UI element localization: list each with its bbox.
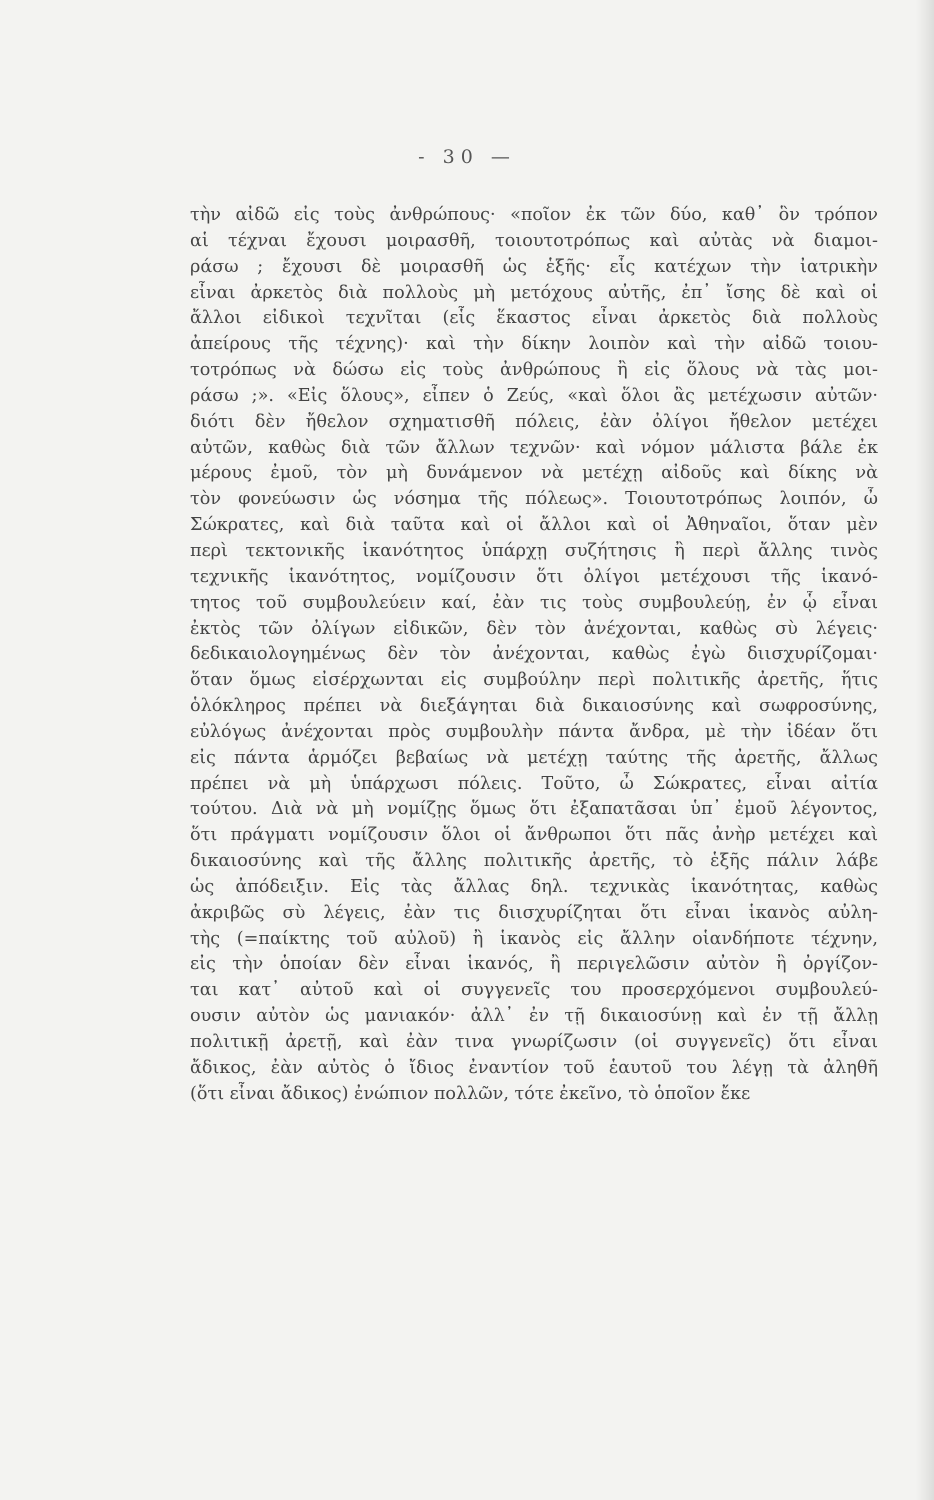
text-line: μέρους ἐμοῦ, τὸν μὴ δυνάμενον νὰ μετέχῃ αἰδοῦς καὶ δίκης νὰ xyxy=(190,463,878,484)
text-line: ἀπείρους τῆς τέχνης)· καὶ τὴν δίκην λοιπὸν καὶ τὴν αἰδῶ τοιου- xyxy=(190,334,878,355)
text-line: ὅτι πράγματι νομίζουσιν ὅλοι οἱ ἄνθρωποι ὅτι πᾶς ἀνὴρ μετέχει καὶ xyxy=(190,825,878,846)
text-line: τὴς (=παίκτης τοῦ αὐλοῦ) ἢ ἱκανὸς εἰς ἄλλην οἱανδήποτε τέχνην, xyxy=(190,928,878,949)
text-line: ὡς ἀπόδειξιν. Εἰς τὰς ἄλλας δηλ. τεχνικὰς ἱκανότητας, καθὼς xyxy=(190,876,878,897)
text-line: τὴν αἰδῶ εἰς τοὺς ἀνθρώπους· «ποῖον ἐκ τῶν δύο, καθ᾽ ὃν τρόπον xyxy=(190,205,878,225)
text-line: πρέπει νὰ μὴ ὑπάρχωσι πόλεις. Τοῦτο, ὦ Σώκρατες, εἶναι αἰτία xyxy=(190,773,878,794)
text-line: εὐλόγως ἀνέχονται πρὸς συμβουλὴν πάντα ἄνδρα, μὲ τὴν ἰδέαν ὅτι xyxy=(190,721,878,742)
text-line: ράσω ;». «Εἰς ὅλους», εἶπεν ὁ Ζεύς, «καὶ ὅλοι ἂς μετέχωσιν αὐτῶν· xyxy=(190,385,878,406)
text-line: περὶ τεκτονικῆς ἱκανότητος ὑπάρχῃ συζήτησις ἢ περὶ ἄλλης τινὸς xyxy=(190,540,878,561)
text-line: αὐτῶν, καθὼς διὰ τῶν ἄλλων τεχνῶν· καὶ νόμον μάλιστα βάλε ἐκ xyxy=(190,437,878,458)
page-number: - 30 — xyxy=(418,146,516,168)
text-line: ὁλόκληρος πρέπει νὰ διεξάγηται διὰ δικαιοσύνης καὶ σωφροσύνης, xyxy=(190,696,878,717)
text-line: δικαιοσύνης καὶ τῆς ἄλλης πολιτικῆς ἀρετῆς, τὸ ἑξῆς πάλιν λάβε xyxy=(190,851,878,872)
text-line: τὸν φονεύωσιν ὡς νόσημα τῆς πόλεως». Τοιουτοτρόπως λοιπόν, ὦ xyxy=(190,489,878,510)
text-line: εἰς πάντα ἁρμόζει βεβαίως νὰ μετέχῃ ταύτης τῆς ἀρετῆς, ἄλλως xyxy=(190,747,878,768)
text-line: εἰς τὴν ὁποίαν δὲν εἶναι ἱκανός, ἢ περιγελῶσιν αὐτὸν ἢ ὀργίζον- xyxy=(190,954,878,975)
text-line: ουσιν αὐτὸν ὡς μανιακόν· ἀλλ᾽ ἐν τῇ δικαιοσύνῃ καὶ ἐν τῇ ἄλλῃ xyxy=(190,1006,878,1027)
text-line: δεδικαιολογημένως δὲν τὸν ἀνέχονται, καθὼς ἐγὼ διισχυρίζομαι· xyxy=(190,644,878,665)
text-line: (ὅτι εἶναι ἄδικος) ἐνώπιον πολλῶν, τότε ἐκεῖνο, τὸ ὁποῖον ἔκε xyxy=(190,1083,751,1104)
page-edge-shadow xyxy=(916,0,934,1500)
text-line: ἐκτὸς τῶν ὀλίγων εἰδικῶν, δὲν τὸν ἀνέχονται, καθὼς σὺ λέγεις· xyxy=(190,618,878,639)
text-line: διότι δὲν ἤθελον σχηματισθῆ πόλεις, ἐὰν ὀλίγοι ἤθελον μετέχει xyxy=(190,411,878,432)
body-text xyxy=(190,203,878,1108)
text-line: ται κατ᾽ αὐτοῦ καὶ οἱ συγγενεῖς του προσερχόμενοι συμβουλεύ- xyxy=(190,980,878,1001)
text-line: τοτρόπως νὰ δώσω εἰς τοὺς ἀνθρώπους ἢ εἰς ὅλους νὰ τὰς μοι- xyxy=(190,360,878,381)
text-line: τητος τοῦ συμβουλεύειν καί, ἐὰν τις τοὺς συμβουλεύῃ, ἐν ᾧ εἶναι xyxy=(190,592,878,613)
text-line: ὅταν ὅμως εἰσέρχωνται εἰς συμβούλην περὶ πολιτικῆς ἀρετῆς, ἥτις xyxy=(190,670,878,691)
text-line: πολιτικῇ ἀρετῇ, καὶ ἐὰν τινα γνωρίζωσιν (οἱ συγγενεῖς) ὅτι εἶναι xyxy=(190,1032,878,1052)
text-line: ράσω ; ἔχουσι δὲ μοιρασθῆ ὡς ἑξῆς· εἷς κατέχων τὴν ἰατρικὴν xyxy=(190,256,878,277)
text-line: ἀκριβῶς σὺ λέγεις, ἐὰν τις διισχυρίζηται ὅτι εἶναι ἱκανὸς αὐλη- xyxy=(190,902,878,923)
text-line: ἄλλοι εἰδικοὶ τεχνῖται (εἷς ἕκαστος εἶναι ἀρκετὸς διὰ πολλοὺς xyxy=(190,308,878,329)
text-line: τεχνικῆς ἱκανότητος, νομίζουσιν ὅτι ὀλίγοι μετέχουσι τῆς ἱκανό- xyxy=(190,566,878,587)
text-line: αἱ τέχναι ἔχουσι μοιρασθῆ, τοιουτοτρόπως καὶ αὐτὰς νὰ διαμοι- xyxy=(190,230,878,251)
text-line: εἶναι ἀρκετὸς διὰ πολλοὺς μὴ μετόχους αὐτῆς, ἐπ᾽ ἴσης δὲ καὶ οἱ xyxy=(190,282,878,303)
text-line: ἄδικος, ἐὰν αὐτὸς ὁ ἴδιος ἐναντίον τοῦ ἑαυτοῦ του λέγῃ τὰ ἀληθῆ xyxy=(190,1057,878,1078)
text-line: Σώκρατες, καὶ διὰ ταῦτα καὶ οἱ ἄλλοι καὶ οἱ Ἀθηναῖοι, ὅταν μὲν xyxy=(190,515,878,536)
text-line: τούτου. Διὰ νὰ μὴ νομίζῃς ὅμως ὅτι ἐξαπατᾶσαι ὑπ᾽ ἐμοῦ λέγοντος, xyxy=(190,799,878,820)
